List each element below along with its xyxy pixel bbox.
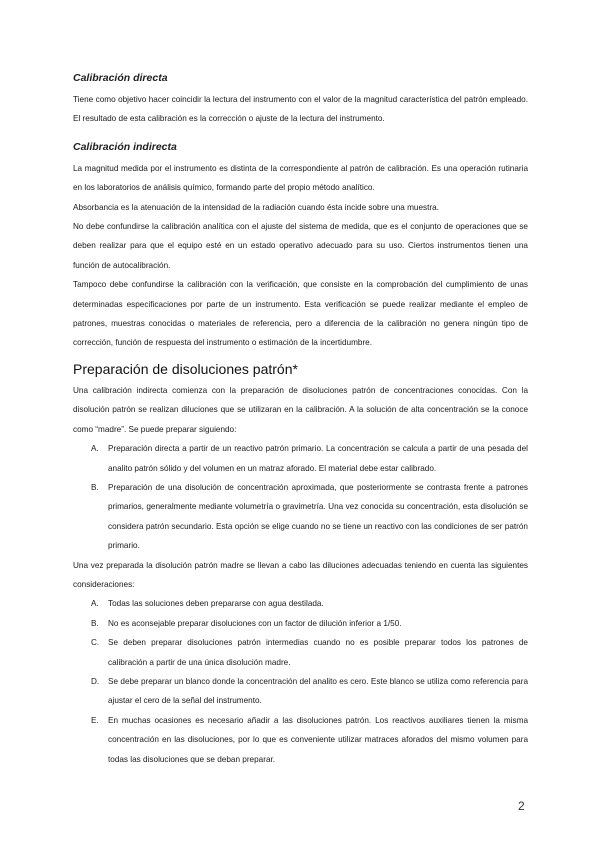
heading-calibracion-indirecta: Calibración indirecta — [73, 140, 177, 153]
paragraph-indirecta-3: No debe confundirse la calibración analítica con el ajuste del sistema de medida, que es el conjunto de operaciones que se deben realizar para que el equipo esté en un estado operativo adecuado para su uso. Ciertos instrumentos tienen una función de autocalibración. — [73, 222, 528, 270]
list-marker: A. — [91, 599, 99, 609]
methods-list — [73, 439, 528, 555]
list-item — [73, 672, 528, 711]
section-title-preparacion: Preparación de disoluciones patrón* — [73, 360, 298, 377]
list-item-text: No es aconsejable preparar disoluciones con un factor de dilución inferior a 1/50. — [108, 618, 402, 628]
list-item-text: Preparación de una disolución de concentración aproximada, que posteriormente se contrasta frente a patrones primarios, generalmente mediante volumetría o gravimetría. Una vez conocida su concentración, esta disolución se considera patrón secundario. Esta opción se elige cuando no se tiene un reactivo con las condiciones de ser patrón primario. — [108, 482, 528, 551]
heading-calibracion-directa: Calibración directa — [73, 72, 168, 84]
paragraph-considerations-intro: Una vez preparada la disolución patrón madre se llevan a cabo las diluciones adecuadas teniendo en cuenta las siguientes consideraciones: — [73, 560, 528, 589]
paragraph-preparacion-intro: Una calibración indirecta comienza con la preparación de disoluciones patrón de concentraciones conocidas. Con la disolución patrón se realizan diluciones que se utilizaran en la calibración. A la solución de alta concentración se la conoce como “madre”. Se puede preparar siguiendo: — [73, 385, 528, 434]
list-item — [73, 594, 528, 613]
list-marker: B. — [91, 618, 99, 628]
list-item-text: Todas las soluciones deben prepararse con agua destilada. — [108, 599, 324, 609]
list-item-text: Se deben preparar disoluciones patrón intermedias cuando no es posible preparar todos los patrones de calibración a partir de una única disolución madre. — [108, 638, 528, 667]
list-item — [73, 439, 528, 478]
list-item-text: Preparación directa a partir de un reactivo patrón primario. La concentración se calcula a partir de una pesada del analito patrón sólido y del volumen en un matraz aforado. El material debe estar calibrado. — [108, 444, 528, 473]
list-marker: E. — [91, 715, 99, 725]
page-number: 2 — [518, 799, 525, 813]
paragraph-calibracion-directa: Tiene como objetivo hacer coincidir la lectura del instrumento con el valor de la magnitud característica del patrón empleado. El resultado de esta calibración es la corrección o ajuste de la lectura del instrumento. — [73, 95, 528, 124]
considerations-list — [73, 594, 528, 769]
list-marker: D. — [91, 676, 100, 686]
list-item — [73, 711, 528, 769]
list-marker: B. — [91, 482, 99, 492]
list-item — [73, 478, 528, 556]
list-item-text: Se debe preparar un blanco donde la concentración del analito es cero. Este blanco se utiliza como referencia para ajustar el cero de la señal del instrumento. — [108, 676, 528, 706]
list-marker: C. — [91, 638, 100, 648]
page-content — [73, 72, 528, 769]
paragraph-indirecta-4: Tampoco debe confundirse la calibración con la verificación, que consiste en la comprobación del cumplimiento de unas determinadas especificaciones por parte de un instrumento. Esta verificación se puede realizar mediante el empleo de patrones, muestras conocidas o materiales de referencia, pero a diferencia de la calibración no genera ningún tipo de corrección, función de respuesta del instrumento o estimación de la incertidumbre. — [73, 280, 528, 348]
list-item-text: En muchas ocasiones es necesario añadir a las disoluciones patrón. Los reactivos auxiliares tienen la misma concentración en las disoluciones, por lo que es conveniente utilizar matraces aforados del mismo volumen para todas las disoluciones que se deban preparar. — [108, 715, 528, 764]
paragraph-indirecta-2: Absorbancia es la atenuación de la intensidad de la radiación cuando ésta incide sobre una muestra. — [73, 202, 439, 212]
list-item — [73, 633, 528, 672]
paragraph-indirecta-1: La magnitud medida por el instrumento es distinta de la correspondiente al patrón de calibración. Es una operación rutinaria en los laboratorios de análisis químico, formando parte del propio método analítico. — [73, 163, 528, 193]
list-item — [73, 614, 528, 633]
list-marker: A. — [91, 444, 99, 454]
